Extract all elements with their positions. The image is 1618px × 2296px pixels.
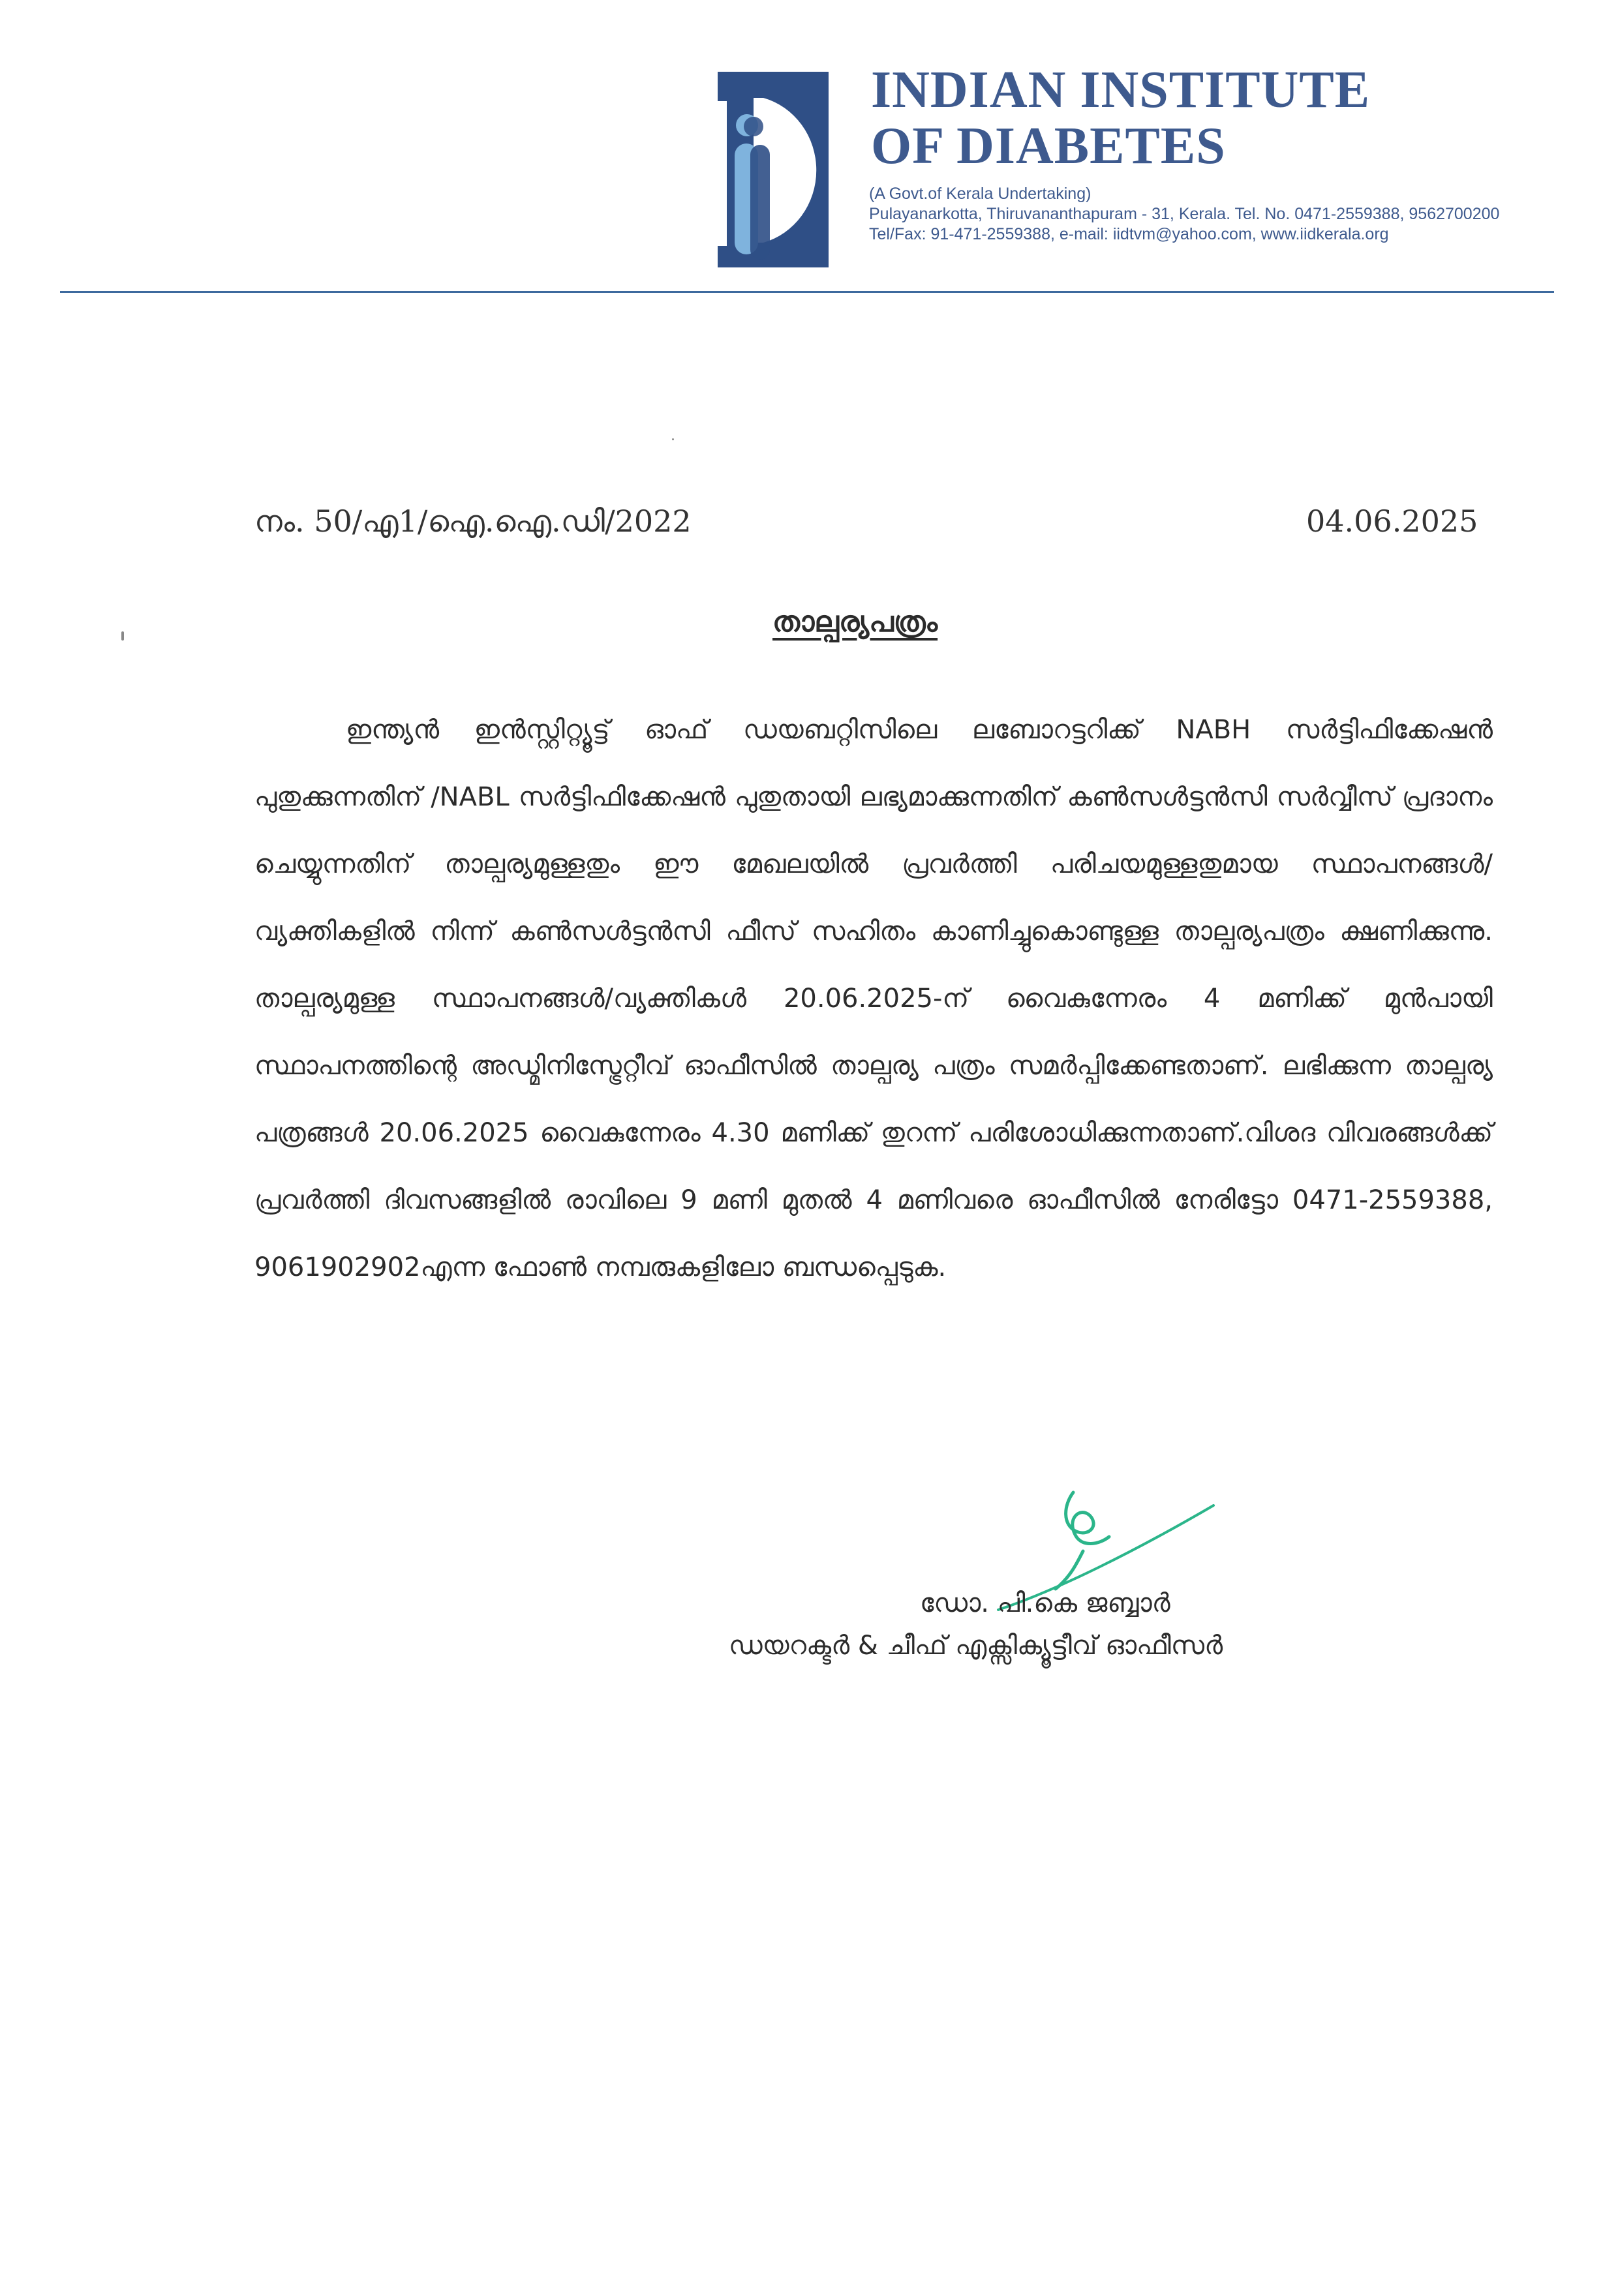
org-govt-note: (A Govt.of Kerala Undertaking): [869, 185, 1091, 203]
org-name-line-2: OF DIABETES: [871, 117, 1226, 175]
reference-number: നം. 50/എ1/ഐ.ഐ.ഡി/2022: [254, 504, 692, 539]
institute-logo: [718, 72, 829, 267]
logo-stem-dark: [750, 145, 770, 260]
document-title: താല്പര്യപത്രം: [772, 605, 938, 639]
org-address: Pulayanarkotta, Thiruvananthapuram - 31, Kerala. Tel. No. 0471-2559388, 9562700200: [869, 205, 1500, 223]
letterhead-divider: [60, 291, 1554, 293]
scan-speck: [672, 438, 674, 440]
organization-details: [869, 184, 1499, 245]
organization-name: [871, 62, 1370, 174]
logo-dot-shadow: [744, 117, 763, 136]
scan-speck: [121, 631, 124, 641]
logo-d-shape: [718, 72, 829, 267]
signatory-name: ഡോ. പി.കെ ജബ്ബാർ: [920, 1588, 1170, 1618]
body-paragraph: ഇന്ത്യൻ ഇൻസ്റ്റിറ്റ്യൂട്ട് ഓഫ് ഡയബറ്റിസിലെ ലബോറട്ടറിക്ക് NABH സർട്ടിഫിക്കേഷൻ പുതുക്കുന്നതിന് /NABL സർട്ടിഫിക്കേഷൻ പുതുതായി ലഭ്യമാക്കുന്നതിന് കൺസൾട്ടൻസി സർവ്വീസ് പ്രദാനം ചെയ്യുന്നതിന് താല്പര്യമുള്ളതും ഈ മേഖലയിൽ പ്രവർത്തി പരിചയമുള്ളതുമായ സ്ഥാപനങ്ങൾ/വ്യക്തികളിൽ നിന്ന് കൺസൾട്ടൻസി ഫീസ് സഹിതം കാണിച്ചുകൊണ്ടുള്ള താല്പര്യപത്രം ക്ഷണിക്കുന്നു. താല്പര്യമുള്ള സ്ഥാപനങ്ങൾ/വ്യക്തികൾ 20.06.2025-ന് വൈകുന്നേരം 4 മണിക്ക് മുൻപായി സ്ഥാപനത്തിന്റെ അഡ്മിനിസ്ട്രേറ്റീവ് ഓഫീസിൽ താല്പര്യ പത്രം സമർപ്പിക്കേണ്ടതാണ്. ലഭിക്കുന്ന താല്പര്യ പത്രങ്ങൾ 20.06.2025 വൈകുന്നേരം 4.30 മണിക്ക് തുറന്ന് പരിശോധിക്കുന്നതാണ്.വിശദ വിവരങ്ങൾക്ക് പ്രവർത്തി ദിവസങ്ങളിൽ രാവിലെ 9 മണി മുതൽ 4 മണിവരെ ഓഫീസിൽ നേരിട്ടോ 0471-2559388, 9061902902എന്ന ഫോൺ നമ്പരുകളിലോ ബന്ധപ്പെടുക.: [254, 715, 1493, 1282]
logo-left-bar: [718, 101, 727, 246]
org-name-line-1: INDIAN INSTITUTE: [871, 61, 1371, 119]
signatory-designation: ഡയറക്ടർ & ചീഫ് എക്സിക്യൂട്ടീവ് ഓഫീസർ: [729, 1631, 1223, 1661]
org-contact: Tel/Fax: 91-471-2559388, e-mail: iidtvm@yahoo.com, www.iidkerala.org: [869, 225, 1389, 243]
reference-date: 04.06.2025: [1306, 504, 1478, 539]
letterhead: [0, 0, 1618, 307]
